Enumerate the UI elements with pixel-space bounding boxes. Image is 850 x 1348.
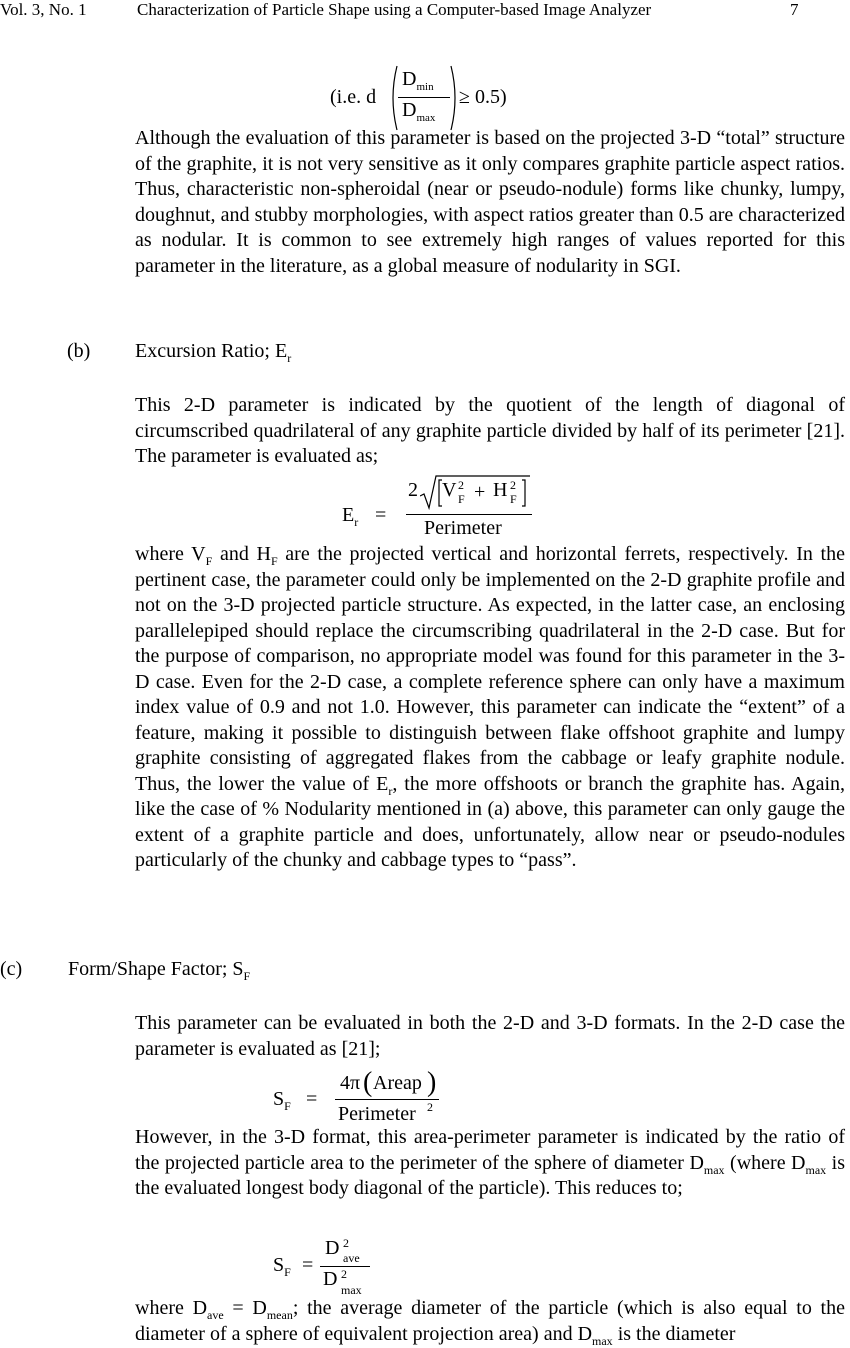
equation-er-plus: +	[474, 481, 486, 503]
equation-er-coefficient: 2	[408, 479, 418, 501]
running-header	[0, 0, 850, 22]
equation-sf1-denominator: Perimeter	[338, 1103, 416, 1125]
paragraph-excursion-ratio: This 2-D parameter is indicated by the quotient of the length of diagonal of circumscribed quadrilateral of any graphite particle divided by half of its perimeter [21]. The parameter is evaluated as;	[135, 394, 845, 467]
equation-sf1-rparen: )	[427, 1067, 437, 1098]
equation-sf2-lhs: $S_F$	[273, 1254, 291, 1279]
equation-sf2-num-sub: ave	[343, 1251, 360, 1265]
equation-ie-fraction-bar	[398, 97, 450, 98]
equation-sf1-equals: =	[306, 1088, 318, 1110]
equation-ie-num: $D_{min}$	[402, 68, 434, 93]
equation-sf2-denominator: D	[323, 1268, 338, 1290]
equation-sf1-lparen: (	[363, 1067, 373, 1098]
equation-er-h-sub: F	[510, 492, 517, 506]
equation-er-equals: =	[375, 504, 387, 526]
equation-sf1-fraction-bar	[335, 1099, 439, 1100]
equation-er-fraction-bar	[406, 514, 532, 515]
section-b-title: Excursion Ratio; $E_r$	[135, 340, 292, 365]
equation-sf2-den-sup: 2	[341, 1267, 347, 1281]
equation-er-v: V	[442, 479, 457, 501]
equation-sf2-num-sup: 2	[343, 1236, 349, 1250]
journal-volume: Vol. 3, No. 1	[0, 0, 87, 19]
equation-er-denominator: Perimeter	[424, 517, 502, 539]
equation-sf1-numerator-coef: 4π	[340, 1072, 361, 1094]
paragraph-shape-factor: This parameter can be evaluated in both the 2-D and 3-D formats. In the 2-D case the parameter is evaluated as [21];	[135, 1012, 845, 1060]
paragraph-average-diameter: where $D_{ave} = D_{mean}$; the average diameter of the particle (which is also equal to the diameter of a sphere of equivalent projection area) and $D_{max}$ is the diameter	[135, 1297, 845, 1348]
section-c-label: (c)	[0, 958, 23, 980]
equation-sf2-numerator: D	[325, 1237, 340, 1259]
paragraph-ferrets: where $V_F$ and $H_F$ are the projected vertical and horizontal ferrets, respectively. In the pertinent case, the parameter could only be implemented on the 2-D graphite profile and not on the 3-D projected particle structure. As expected, in the latter case, an enclosing parallelepiped should replace the circumscribing quadrilateral in the 2-D case. But for the purpose of comparison, no appropriate model was found for this parameter in the 3-D case. Even for the 2-D case, a complete reference sphere can only have a maximum index value of 0.9 and not 1.0. However, this parameter can indicate the “extent” of a feature, making it possible to distinguish between flake offshoot graphite and lumpy graphite consisting of aggregated flakes from the cabbage or leafy graphite nodule. Thus, the lower the value of $E_r$, the more offshoots or branch the graphite has. Again, like the case of % Nodularity mentioned in (a) above, this parameter can only gauge the extent of a graphite particle and does, unfortunately, allow near or pseudo-nodules particularly of the chunky and cabbage types to “pass”.	[135, 543, 846, 871]
section-c-title: Form/Shape Factor; $S_F$	[68, 958, 251, 983]
equation-er-v-sup: 2	[458, 478, 464, 492]
equation-er-h-sup: 2	[510, 478, 516, 492]
page-number: 7	[790, 0, 799, 19]
running-title: Characterization of Particle Shape using a Computer-based Image Analyzer	[137, 0, 652, 19]
section-b-label: (b)	[67, 340, 91, 362]
equation-ie-prefix: (i.e. d	[330, 86, 377, 108]
paragraph-aspect-ratio: Although the evaluation of this parameter is based on the projected 3-D “total” structure of the graphite, it is not very sensitive as it only compares graphite particle aspect ratios. Thus, characteristic non-spheroidal (near or pseudo-nodule) forms like chunky, lumpy, doughnut, and stubby morphologies, with aspect ratios greater than 0.5 are characterized as nodular. It is common to see extremely high ranges of values reported for this parameter in the literature, as a global measure of nodularity in SGI.	[135, 127, 845, 277]
paragraph-3d-format: However, in the 3-D format, this area-perimeter parameter is indicated by the ratio of the projected particle area to the perimeter of the sphere of diameter $D_{max}$ (where $D_{max}$ is the evaluated longest body diagonal of the particle). This reduces to;	[135, 1126, 845, 1199]
equation-sf2-den-sub: max	[341, 1283, 362, 1297]
equation-sf1-numerator: Areap	[373, 1072, 422, 1094]
equation-ie-den: $D_{max}$	[402, 99, 436, 124]
equation-er-h: H	[493, 479, 508, 501]
equation-ie-relation: ≥ 0.5)	[459, 86, 507, 108]
equation-sf1-lhs: $S_F$	[273, 1088, 291, 1113]
equation-er-v-sub: F	[458, 492, 465, 506]
equation-sf1-den-sup: 2	[427, 1100, 433, 1114]
equation-sf2-equals: =	[302, 1254, 314, 1276]
equation-er-lhs: $E_r$	[342, 504, 359, 529]
